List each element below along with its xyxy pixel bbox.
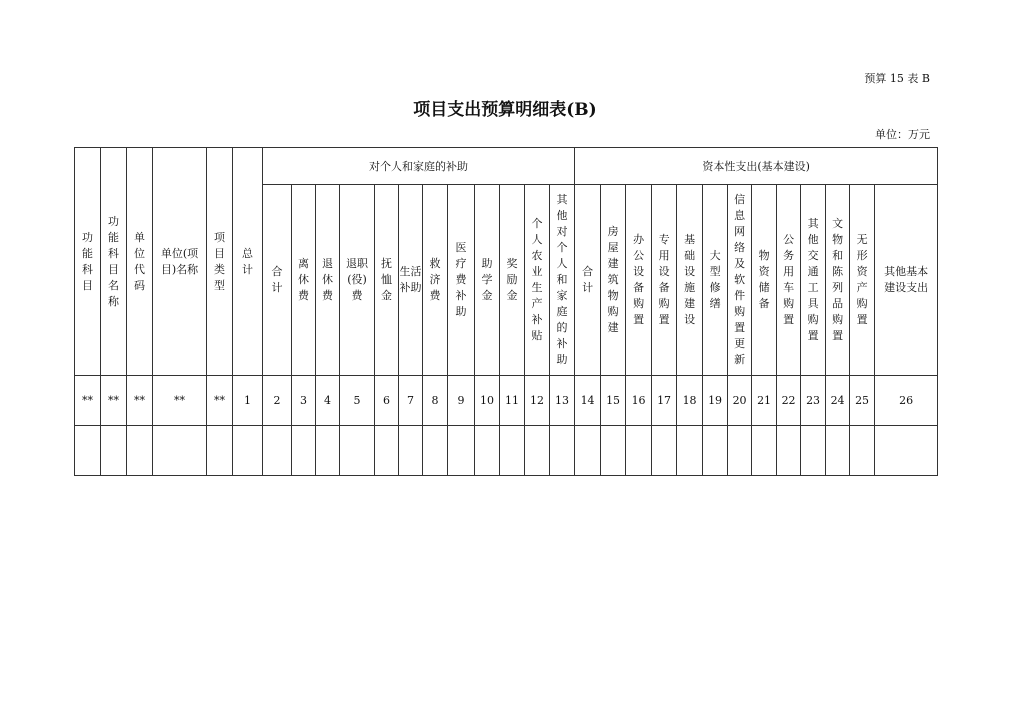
table-cell[interactable]: [233, 426, 263, 476]
col-header-reward: 奖励金: [500, 185, 525, 376]
table-cell[interactable]: [375, 426, 399, 476]
index-cell: 3: [292, 376, 316, 426]
table-cell[interactable]: [500, 426, 525, 476]
col-header-pension: 抚恤金: [375, 185, 399, 376]
index-cell: 22: [777, 376, 801, 426]
table-cell[interactable]: [316, 426, 340, 476]
col-header-special-equipment: 专用设备购置: [652, 185, 677, 376]
table-cell[interactable]: [826, 426, 850, 476]
col-header-unit-code: 单位代码: [127, 148, 153, 376]
col-header-total: 总计: [233, 148, 263, 376]
table-cell[interactable]: [752, 426, 777, 476]
col-header-unit-name: 单位(项目)名称: [153, 148, 207, 376]
table-cell[interactable]: [340, 426, 375, 476]
blank-row: [75, 426, 938, 476]
page-title: 项目支出预算明细表(B): [413, 100, 597, 120]
table-cell[interactable]: [601, 426, 626, 476]
col-header-capital-subtotal: 合计: [575, 185, 601, 376]
col-header-function-code: 功能科目: [75, 148, 101, 376]
table-cell[interactable]: [677, 426, 703, 476]
index-cell: 10: [475, 376, 500, 426]
col-header-function-name: 功能科目名称: [101, 148, 127, 376]
col-header-infrastructure: 基础设施建设: [677, 185, 703, 376]
index-cell: 17: [652, 376, 677, 426]
col-header-building: 房屋建筑物购建: [601, 185, 626, 376]
index-cell: **: [153, 376, 207, 426]
group-header-personal: 对个人和家庭的补助: [263, 148, 575, 185]
col-header-official-car: 公务用车购置: [777, 185, 801, 376]
index-cell: 25: [850, 376, 875, 426]
index-cell: 4: [316, 376, 340, 426]
index-cell: 8: [423, 376, 448, 426]
index-cell: **: [207, 376, 233, 426]
index-cell: 9: [448, 376, 475, 426]
index-cell: 26: [875, 376, 938, 426]
col-header-retirement-old: 离休费: [292, 185, 316, 376]
table-cell[interactable]: [801, 426, 826, 476]
table-cell[interactable]: [127, 426, 153, 476]
index-cell: 24: [826, 376, 850, 426]
index-cell: 7: [399, 376, 423, 426]
form-code: 预算 15 表 B: [864, 72, 930, 85]
col-header-major-repair: 大型修缮: [703, 185, 728, 376]
index-cell: **: [101, 376, 127, 426]
index-cell: 15: [601, 376, 626, 426]
col-header-medical: 医疗费补助: [448, 185, 475, 376]
col-header-resignation: 退职(役)费: [340, 185, 375, 376]
col-header-agri-subsidy: 个人农业生产补贴: [525, 185, 550, 376]
table-cell[interactable]: [448, 426, 475, 476]
table-cell[interactable]: [399, 426, 423, 476]
table-cell[interactable]: [626, 426, 652, 476]
unit-label: 单位：万元: [875, 128, 930, 141]
col-header-relief: 救济费: [423, 185, 448, 376]
col-header-cultural-relics: 文物和陈列品购置: [826, 185, 850, 376]
index-row: [75, 376, 938, 426]
col-header-scholarship: 助学金: [475, 185, 500, 376]
col-header-other-personal: 其他对个人和家庭的补助: [550, 185, 575, 376]
table-cell[interactable]: [575, 426, 601, 476]
col-header-other-capital: 其他基本建设支出: [875, 185, 938, 376]
index-cell: 19: [703, 376, 728, 426]
col-header-intangible: 无形资产购置: [850, 185, 875, 376]
table-cell[interactable]: [525, 426, 550, 476]
table-cell[interactable]: [850, 426, 875, 476]
col-header-living-allowance: 生活补助: [399, 185, 423, 376]
table-cell[interactable]: [292, 426, 316, 476]
table-cell[interactable]: [423, 426, 448, 476]
index-cell: 16: [626, 376, 652, 426]
table-cell[interactable]: [101, 426, 127, 476]
index-cell: 21: [752, 376, 777, 426]
table-cell[interactable]: [777, 426, 801, 476]
table-cell[interactable]: [703, 426, 728, 476]
index-cell: 5: [340, 376, 375, 426]
table-cell[interactable]: [207, 426, 233, 476]
index-cell: 1: [233, 376, 263, 426]
table-cell[interactable]: [728, 426, 752, 476]
col-header-retirement: 退休费: [316, 185, 340, 376]
col-header-personal-subtotal: 合计: [263, 185, 292, 376]
index-cell: 12: [525, 376, 550, 426]
index-cell: 23: [801, 376, 826, 426]
index-cell: **: [127, 376, 153, 426]
col-header-other-vehicle: 其他交通工具购置: [801, 185, 826, 376]
group-header-capital: 资本性支出(基本建设): [575, 148, 938, 185]
table-cell[interactable]: [550, 426, 575, 476]
table-cell[interactable]: [75, 426, 101, 476]
col-header-material-reserve: 物资储备: [752, 185, 777, 376]
index-cell: 6: [375, 376, 399, 426]
table-cell[interactable]: [153, 426, 207, 476]
table-cell[interactable]: [652, 426, 677, 476]
index-cell: 14: [575, 376, 601, 426]
col-header-office-equipment: 办公设备购置: [626, 185, 652, 376]
index-cell: 13: [550, 376, 575, 426]
col-header-project-type: 项目类型: [207, 148, 233, 376]
index-cell: 2: [263, 376, 292, 426]
index-cell: 20: [728, 376, 752, 426]
budget-table: [74, 147, 938, 476]
table-cell[interactable]: [263, 426, 292, 476]
index-cell: 11: [500, 376, 525, 426]
table-cell[interactable]: [475, 426, 500, 476]
index-cell: 18: [677, 376, 703, 426]
index-cell: **: [75, 376, 101, 426]
col-header-it-network: 信息网络及软件购置更新: [728, 185, 752, 376]
table-cell[interactable]: [875, 426, 938, 476]
